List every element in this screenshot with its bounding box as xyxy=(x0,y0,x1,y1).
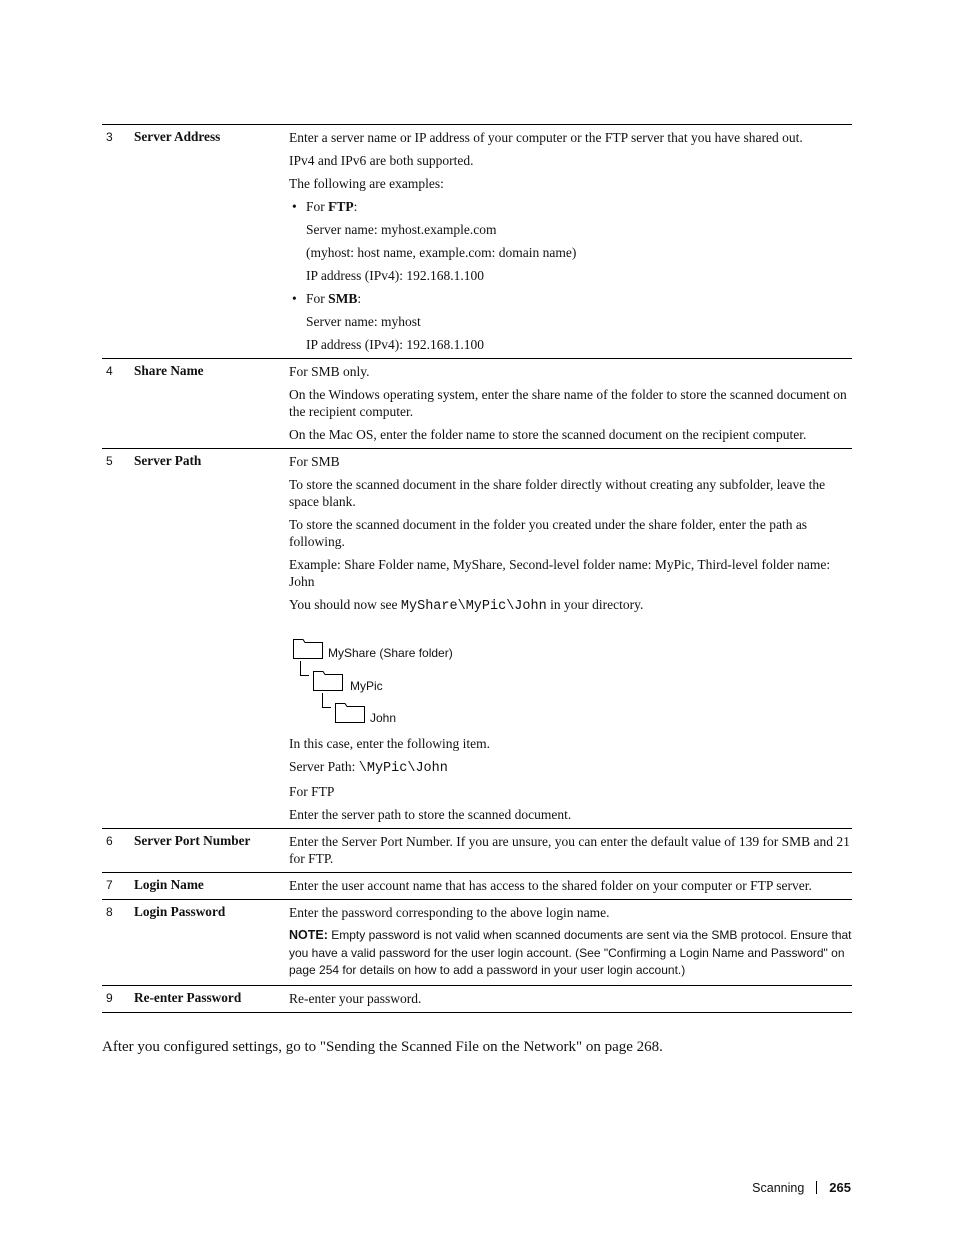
desc-line: For SMB only. xyxy=(289,364,370,379)
desc-line: Example: Share Folder name, MyShare, Second-level folder name: MyPic, Third-level folder name: John xyxy=(289,557,831,589)
bullet-item: • For SMB: xyxy=(292,291,362,306)
table-row xyxy=(102,899,852,985)
row-label: Re-enter Password xyxy=(134,989,242,1005)
desc-line: Re-enter your password. xyxy=(289,990,422,1006)
desc-line: IPv4 and IPv6 are both supported. xyxy=(289,153,474,168)
desc-line: For SMB xyxy=(289,454,340,469)
row-label: Server Path xyxy=(134,453,202,468)
folder-tree xyxy=(289,621,852,729)
row-number: 8 xyxy=(106,905,113,919)
row-description xyxy=(289,363,852,443)
page-number: 265 xyxy=(829,1180,851,1195)
desc-line: Server name: myhost.example.com xyxy=(306,222,497,237)
folder-icon xyxy=(313,671,341,687)
row-number: 4 xyxy=(106,364,113,378)
table-row xyxy=(102,872,852,899)
desc-line: IP address (IPv4): 192.168.1.100 xyxy=(306,268,484,283)
desc-line: Enter the password corresponding to the above login name. xyxy=(289,905,610,920)
settings-table xyxy=(102,124,852,1013)
row-description xyxy=(289,833,852,867)
folder-icon xyxy=(293,639,321,655)
footer-section: Scanning xyxy=(752,1180,805,1195)
row-description xyxy=(289,990,852,1007)
desc-line: To store the scanned document in the share folder directly without creating any subfolder, leave the space blank. xyxy=(289,477,826,509)
desc-line: On the Windows operating system, enter the share name of the folder to store the scanned document on the recipient computer. xyxy=(289,387,847,419)
table-row xyxy=(102,448,852,828)
page-footer xyxy=(752,1180,851,1195)
desc-line: You should now see MyShare\MyPic\John in your directory. xyxy=(289,597,644,614)
desc-line: Server name: myhost xyxy=(306,314,421,329)
row-number: 7 xyxy=(106,878,113,892)
row-number: 9 xyxy=(106,990,113,1005)
note-block xyxy=(289,927,852,980)
tree-connector xyxy=(322,693,331,708)
after-settings-text: After you configured settings, go to "Sending the Scanned File on the Network" on page 268. xyxy=(102,1039,663,1055)
table-row xyxy=(102,125,852,358)
row-label: Server Port Number xyxy=(134,833,251,848)
row-description xyxy=(289,129,852,353)
path-code: \MyPic\John xyxy=(358,761,448,776)
bullet-icon: • xyxy=(292,199,297,214)
desc-line: (myhost: host name, example.com: domain name) xyxy=(306,245,577,260)
row-label: Share Name xyxy=(134,363,204,378)
desc-line: To store the scanned document in the folder you created under the share folder, enter the path as following. xyxy=(289,517,808,549)
row-label: Login Password xyxy=(134,904,226,919)
desc-line: Enter a server name or IP address of your computer or the FTP server that you have shared out. xyxy=(289,130,803,145)
desc-line: Server Path: \MyPic\John xyxy=(289,759,448,776)
desc-line: On the Mac OS, enter the folder name to store the scanned document on the recipient computer. xyxy=(289,427,807,442)
desc-line: The following are examples: xyxy=(289,176,444,191)
row-label: Login Name xyxy=(134,877,204,892)
desc-line: For FTP xyxy=(289,784,335,799)
footer-divider xyxy=(816,1181,817,1194)
row-description xyxy=(289,453,852,823)
bullet-item: • For FTP: xyxy=(292,199,358,214)
table-row xyxy=(102,828,852,872)
note-label: NOTE: xyxy=(289,928,328,942)
path-code: MyShare\MyPic\John xyxy=(400,599,547,614)
folder-label: MyShare (Share folder) xyxy=(328,646,453,660)
note-text: Empty password is not valid when scanned documents are sent via the SMB protocol. Ensure that you have a valid password for the user login account. (See "Confirming a Login Name and Password" on page 254 for details on how to add a password in your user login account.) xyxy=(289,928,852,977)
tree-connector xyxy=(300,661,309,676)
row-number: 3 xyxy=(106,130,113,144)
row-description xyxy=(289,904,852,980)
desc-line: In this case, enter the following item. xyxy=(289,736,490,751)
desc-line: Enter the Server Port Number. If you are unsure, you can enter the default value of 139 for SMB and 21 for FTP. xyxy=(289,834,850,866)
row-description xyxy=(289,877,852,894)
desc-line: Enter the user account name that has access to the shared folder on your computer or FTP server. xyxy=(289,878,812,893)
folder-label: MyPic xyxy=(350,679,383,693)
table-row xyxy=(102,985,852,1012)
folder-icon xyxy=(335,703,363,719)
folder-label: John xyxy=(370,711,397,725)
desc-line: IP address (IPv4): 192.168.1.100 xyxy=(306,337,484,352)
desc-line: Enter the server path to store the scanned document. xyxy=(289,807,572,822)
row-label: Server Address xyxy=(134,129,221,144)
row-number: 5 xyxy=(106,454,113,468)
table-row xyxy=(102,358,852,448)
row-number: 6 xyxy=(106,834,113,848)
bullet-icon: • xyxy=(292,291,297,306)
